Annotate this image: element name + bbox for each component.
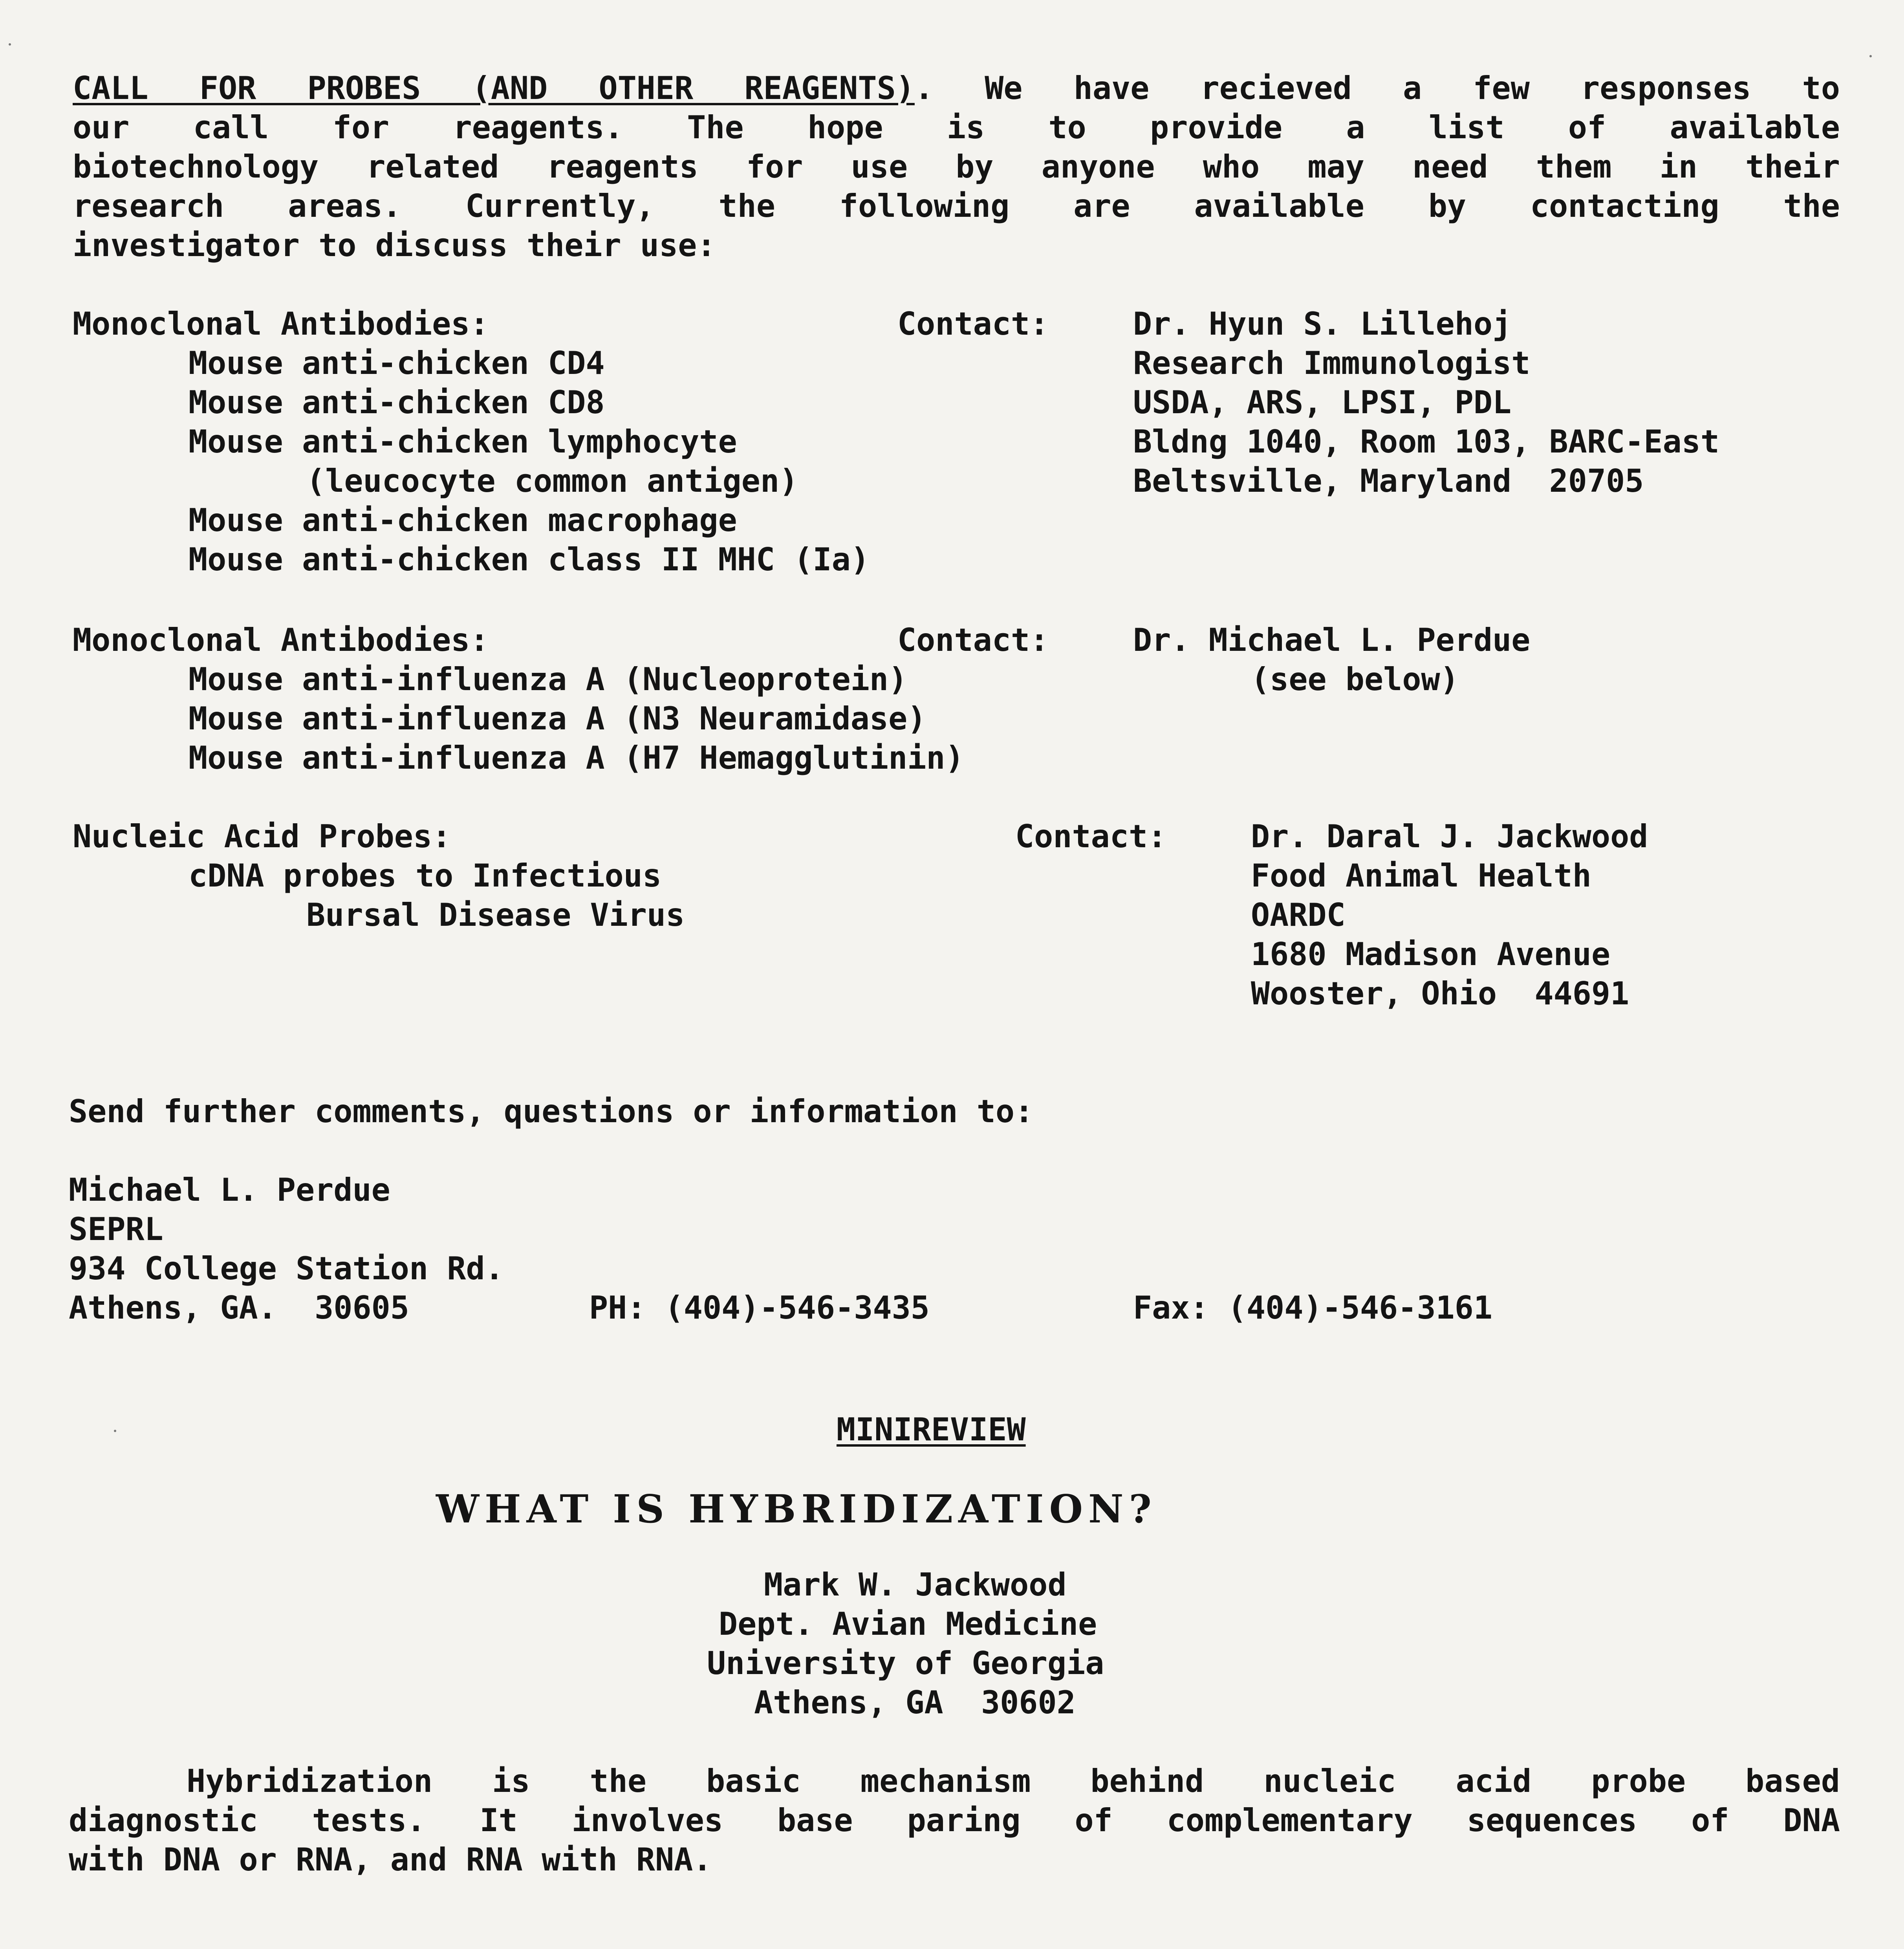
mab1-item: Mouse anti-chicken macrophage (189, 502, 737, 539)
probes-contact: Dr. Daral J. Jackwood (1251, 818, 1648, 855)
author-university: University of Georgia (707, 1645, 1104, 1682)
scan-speck (114, 1430, 116, 1432)
mab2-heading: Monoclonal Antibodies: (73, 622, 489, 658)
probes-contact-label: Contact: (1015, 818, 1167, 855)
call-line-1-text: . We have recieved a few responses to (914, 70, 1840, 106)
probes-item: Bursal Disease Virus (306, 897, 685, 933)
call-line-5: investigator to discuss their use: (73, 227, 716, 264)
probes-contact: OARDC (1251, 897, 1346, 933)
mab1-item: Mouse anti-chicken lymphocyte (189, 423, 737, 460)
probes-item: cDNA probes to Infectious (189, 857, 662, 894)
call-line-4: research areas. Currently, the following are available by contacting the (73, 188, 1840, 224)
call-line-2: our call for reagents. The hope is to provide a list of available (73, 109, 1840, 146)
mab1-contact: USDA, ARS, LPSI, PDL (1133, 384, 1512, 421)
mab2-contact-label: Contact: (897, 622, 1049, 658)
probes-heading: Nucleic Acid Probes: (73, 818, 451, 855)
minireview-label: MINIREVIEW (837, 1411, 1026, 1448)
call-line-3: biotechnology related reagents for use by anyone who may need them in their (73, 148, 1840, 185)
mab1-contact-label: Contact: (897, 306, 1049, 342)
mab2-item: Mouse anti-influenza A (H7 Hemagglutinin) (189, 740, 964, 776)
mab2-contact: (see below) (1251, 661, 1459, 698)
mab2-contact: Dr. Michael L. Perdue (1133, 622, 1531, 658)
send-city: Athens, GA. 30605 (69, 1290, 409, 1326)
mab1-item: (leucocyte common antigen) (306, 463, 798, 499)
mab1-contact: Research Immunologist (1133, 345, 1531, 381)
probes-contact: 1680 Madison Avenue (1251, 936, 1611, 973)
mab1-item: Mouse anti-chicken CD4 (189, 345, 605, 381)
probes-contact: Food Animal Health (1251, 857, 1591, 894)
call-heading: CALL FOR PROBES (AND OTHER REAGENTS) (73, 70, 915, 106)
mab1-contact: Bldng 1040, Room 103, BARC-East (1133, 423, 1720, 460)
mab1-contact: Beltsville, Maryland 20705 (1133, 463, 1644, 499)
send-fax: Fax: (404)-546-3161 (1133, 1290, 1493, 1326)
send-org: SEPRL (69, 1211, 163, 1247)
author-dept: Dept. Avian Medicine (719, 1606, 1097, 1642)
scan-speck (9, 43, 11, 46)
send-intro: Send further comments, questions or information to: (69, 1093, 1034, 1130)
scan-speck (1869, 55, 1872, 57)
call-line-1 (73, 69, 1840, 108)
author-name: Mark W. Jackwood (764, 1566, 1067, 1603)
body-line-1: Hybridization is the basic mechanism behind nucleic acid probe based (187, 1763, 1840, 1799)
mab2-item: Mouse anti-influenza A (Nucleoprotein) (189, 661, 908, 698)
mab1-contact: Dr. Hyun S. Lillehoj (1133, 306, 1512, 342)
send-name: Michael L. Perdue (69, 1172, 390, 1208)
mab1-heading: Monoclonal Antibodies: (73, 306, 489, 342)
mab1-item: Mouse anti-chicken CD8 (189, 384, 605, 421)
minireview-title: WHAT IS HYBRIDIZATION? (436, 1487, 1157, 1532)
body-line-2: diagnostic tests. It involves base paring of complementary sequences of DNA (69, 1802, 1840, 1839)
author-city: Athens, GA 30602 (754, 1684, 1076, 1721)
body-line-3: with DNA or RNA, and RNA with RNA. (69, 1841, 712, 1878)
send-street: 934 College Station Rd. (69, 1250, 504, 1287)
send-phone: PH: (404)-546-3435 (589, 1290, 930, 1326)
probes-contact: Wooster, Ohio 44691 (1251, 975, 1629, 1012)
mab1-item: Mouse anti-chicken class II MHC (Ia) (189, 541, 870, 578)
mab2-item: Mouse anti-influenza A (N3 Neuramidase) (189, 700, 926, 737)
